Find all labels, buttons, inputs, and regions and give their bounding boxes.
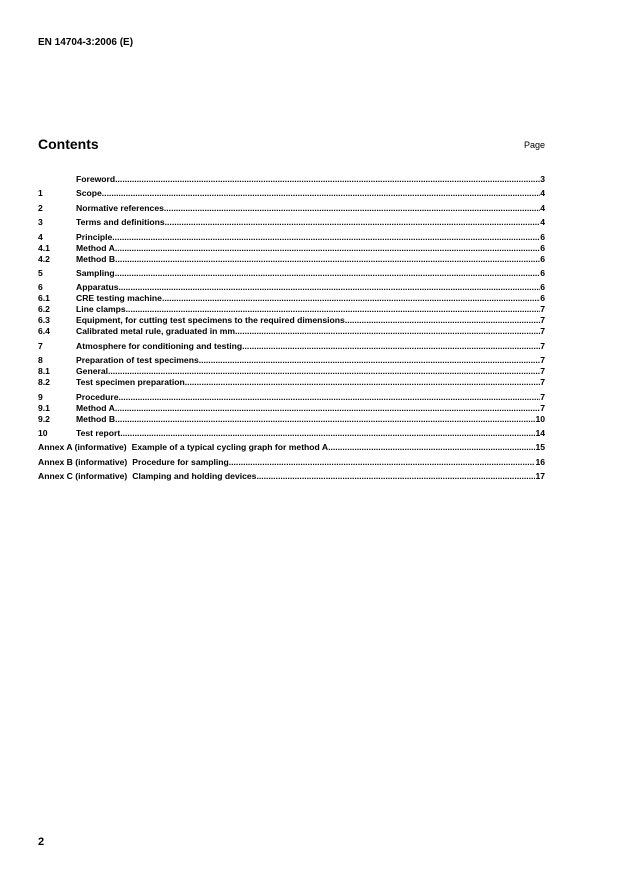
toc-leader-dots	[256, 471, 535, 482]
toc-annex-page: 16	[535, 456, 545, 467]
toc-annex-title: Procedure for sampling	[132, 456, 229, 467]
toc-leader-dots	[345, 315, 540, 326]
toc-entry-number: 2	[38, 202, 43, 213]
toc-entry[interactable]	[38, 341, 545, 352]
toc-entry-page: 6	[540, 253, 545, 264]
toc-annex-entry[interactable]	[38, 457, 545, 468]
toc-entry-number: 4.2	[38, 253, 50, 264]
toc-entry-page: 7	[540, 304, 545, 315]
toc-entry-number: 4.1	[38, 242, 50, 253]
toc-entry-number: 4	[38, 231, 43, 242]
toc-entry-title: Apparatus	[76, 282, 119, 293]
toc-entry[interactable]	[38, 414, 545, 425]
toc-leader-dots	[328, 442, 535, 453]
toc-entry-page: 7	[540, 377, 545, 388]
toc-entry-number: 6.1	[38, 293, 50, 304]
page-column-label: Page	[523, 140, 545, 150]
toc-entry-title: Method B	[76, 413, 116, 424]
toc-entry-page: 6	[540, 293, 545, 304]
toc-entry-title: Test specimen preparation	[76, 377, 185, 388]
toc-entry[interactable]	[38, 203, 545, 214]
toc-annex-page: 15	[535, 442, 545, 453]
toc-leader-dots	[115, 414, 535, 425]
toc-leader-dots	[164, 203, 540, 214]
toc-annex-entry[interactable]	[38, 471, 545, 482]
toc-entry-title: Scope	[76, 188, 102, 199]
toc-entry[interactable]	[38, 326, 545, 337]
toc-entry-title: Terms and definitions	[76, 217, 165, 228]
toc-entry-title: Calibrated metal rule, graduated in mm.	[76, 326, 238, 337]
document-id: EN 14704-3:2006 (E)	[38, 37, 134, 48]
toc-entry-page: 7	[540, 340, 545, 351]
page-number: 2	[38, 836, 45, 848]
toc-entry-page: 3	[540, 174, 545, 184]
toc-entry-page: 7	[540, 402, 545, 413]
toc-leader-dots	[115, 174, 540, 185]
toc-entry-title: Preparation of test specimens	[76, 355, 199, 366]
toc-leader-dots	[115, 243, 540, 254]
toc-entry[interactable]	[38, 304, 545, 315]
toc-entry[interactable]	[38, 174, 545, 185]
toc-entry[interactable]	[38, 403, 545, 414]
toc-entry-number: 1	[38, 188, 43, 199]
toc-entry-title: Method A	[76, 242, 115, 253]
toc-entry[interactable]	[38, 366, 545, 377]
toc-leader-dots	[237, 326, 540, 337]
toc-leader-dots	[199, 355, 540, 366]
toc-entry[interactable]	[38, 232, 545, 243]
toc-leader-dots	[185, 377, 540, 388]
toc-annex-label: Annex A (informative)	[38, 442, 127, 453]
toc-entry-page: 14	[535, 427, 545, 438]
toc-entry-page: 7	[540, 391, 545, 402]
toc-entry[interactable]	[38, 217, 545, 228]
toc-entry-number: 8	[38, 355, 43, 366]
toc-entry[interactable]	[38, 188, 545, 199]
toc-entry-page: 7	[540, 326, 545, 337]
toc-entry-title: Normative references	[76, 202, 164, 213]
table-of-contents	[38, 174, 545, 482]
toc-entry[interactable]	[38, 293, 545, 304]
toc-annex-label: Annex B (informative)	[38, 456, 128, 467]
toc-annex-title: Clamping and holding devices	[132, 471, 257, 482]
toc-entry-number: 6.4	[38, 326, 50, 337]
toc-annex-entry[interactable]	[38, 442, 545, 453]
toc-entry-title: Procedure	[76, 391, 119, 402]
toc-entry-title: CRE testing machine	[76, 293, 162, 304]
toc-entry-title: Test report	[76, 427, 121, 438]
toc-entry[interactable]	[38, 268, 545, 279]
toc-entry-page: 6	[540, 267, 545, 278]
toc-annex-label: Annex C (informative)	[38, 471, 128, 482]
toc-entry-title: Foreword	[76, 174, 116, 184]
toc-entry[interactable]	[38, 254, 545, 265]
toc-leader-dots	[108, 366, 540, 377]
toc-entry-number: 8.1	[38, 366, 50, 377]
toc-leader-dots	[119, 392, 541, 403]
toc-entry-number: 6	[38, 282, 43, 293]
toc-entry-title: General	[76, 366, 109, 377]
toc-entry-title: Method B	[76, 253, 116, 264]
toc-entry-number: 9.1	[38, 402, 50, 413]
toc-leader-dots	[120, 428, 535, 439]
toc-entry-page: 4	[540, 188, 545, 199]
toc-annex-title: Example of a typical cycling graph for method A	[131, 442, 329, 453]
toc-leader-dots	[229, 457, 536, 468]
toc-entry-number: 3	[38, 217, 43, 228]
toc-entry-title: Method A	[76, 402, 115, 413]
toc-entry-title: Equipment, for cutting test specimens to the required dimensions	[76, 315, 345, 326]
toc-entry-number: 9.2	[38, 413, 50, 424]
toc-leader-dots	[112, 232, 540, 243]
toc-entry-page: 6	[540, 282, 545, 293]
toc-entry-page: 6	[540, 242, 545, 253]
toc-entry[interactable]	[38, 315, 545, 326]
toc-entry-number: 6.2	[38, 304, 50, 315]
toc-leader-dots	[102, 188, 540, 199]
toc-leader-dots	[115, 403, 540, 414]
toc-entry-page: 4	[540, 202, 545, 213]
toc-leader-dots	[115, 254, 540, 265]
toc-entry-title: Line clamps	[76, 304, 126, 315]
toc-leader-dots	[119, 282, 541, 293]
toc-entry-page: 7	[540, 315, 545, 326]
toc-leader-dots	[126, 304, 541, 315]
toc-entry[interactable]	[38, 428, 545, 439]
toc-entry-number: 9	[38, 391, 43, 402]
toc-entry-number: 5	[38, 267, 43, 278]
toc-leader-dots	[162, 293, 540, 304]
toc-entry[interactable]	[38, 355, 545, 366]
toc-entry-page: 6	[540, 231, 545, 242]
toc-entry-page: 7	[540, 355, 545, 366]
toc-leader-dots	[242, 341, 540, 352]
toc-leader-dots	[165, 217, 541, 228]
toc-entry-title: Atmosphere for conditioning and testing	[76, 340, 243, 351]
toc-leader-dots	[115, 268, 541, 279]
toc-entry-title: Sampling	[76, 267, 115, 278]
toc-entry-number: 10	[38, 427, 48, 438]
toc-entry-page: 7	[540, 366, 545, 377]
toc-entry[interactable]	[38, 282, 545, 293]
toc-entry-page: 10	[535, 413, 545, 424]
toc-annex-page: 17	[535, 471, 545, 482]
toc-entry-number: 7	[38, 340, 43, 351]
toc-entry-title: Principle	[76, 231, 113, 242]
toc-entry[interactable]	[38, 392, 545, 403]
toc-entry[interactable]	[38, 243, 545, 254]
contents-title: Contents	[38, 136, 99, 152]
toc-entry-number: 8.2	[38, 377, 50, 388]
toc-entry-number: 6.3	[38, 315, 50, 326]
toc-entry-page: 4	[540, 217, 545, 228]
toc-entry[interactable]	[38, 377, 545, 388]
